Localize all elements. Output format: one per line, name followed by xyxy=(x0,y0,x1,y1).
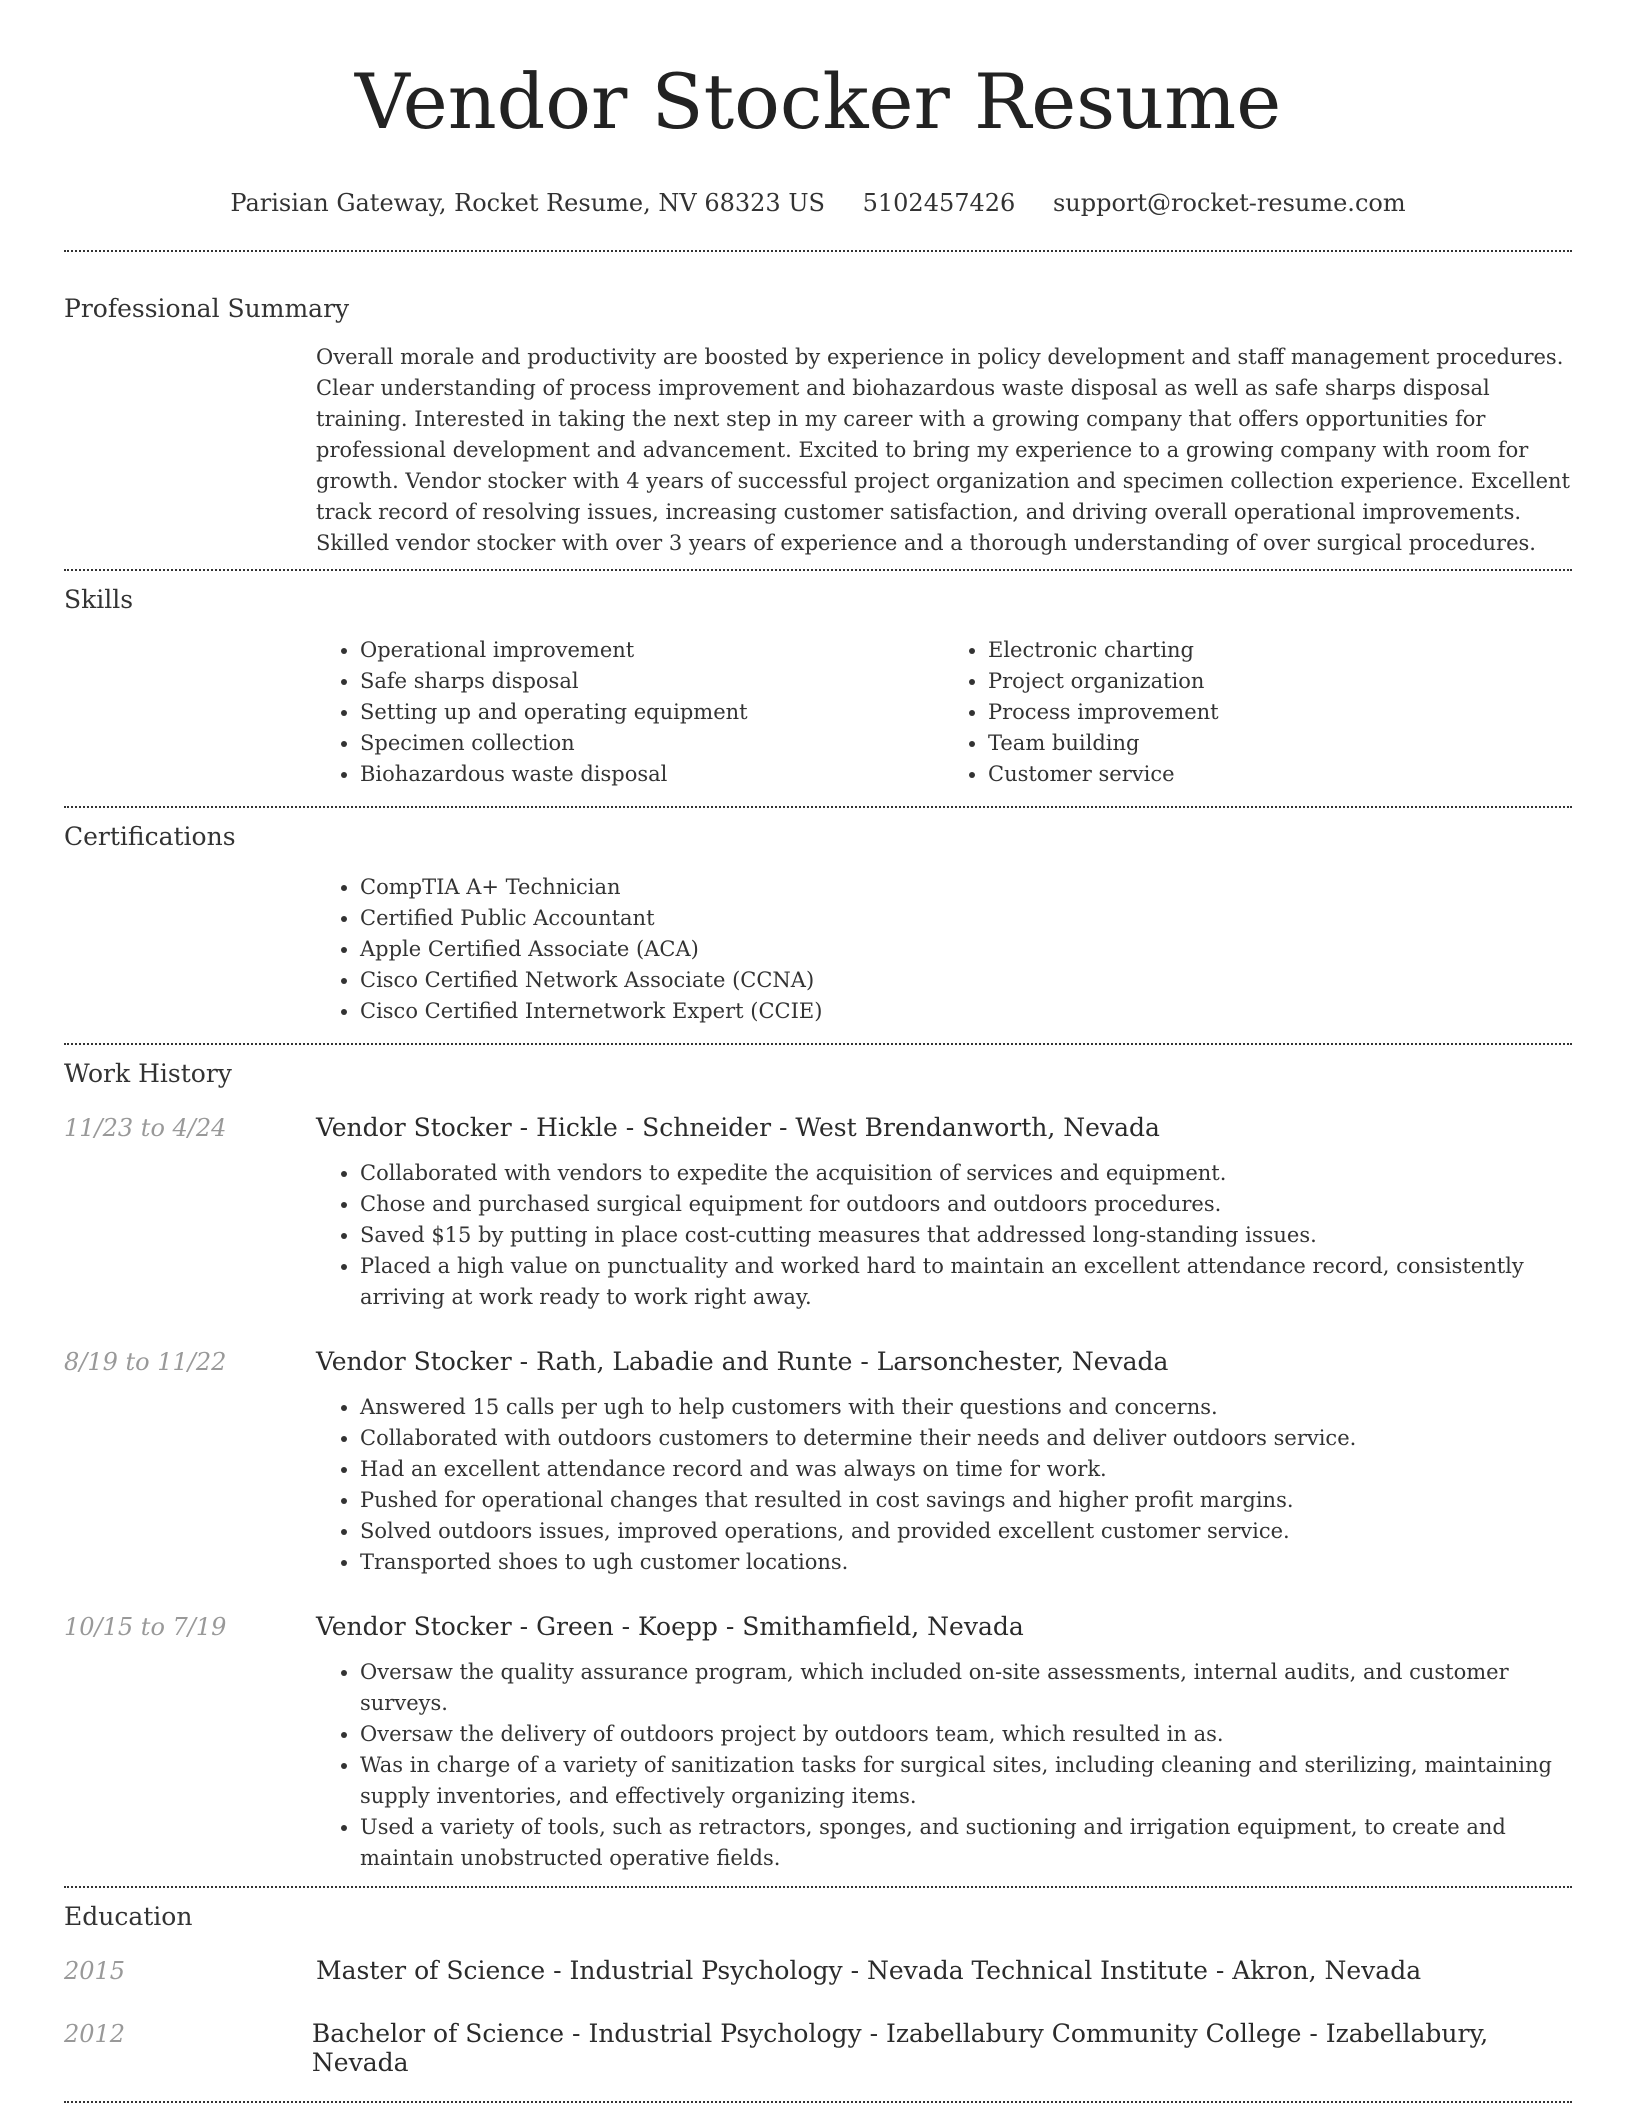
certification-item: • Certified Public Accountant xyxy=(360,903,1572,934)
job-bullet: • Oversaw the quality assurance program, which included on-site assessments, internal audits, and customer surveys. xyxy=(360,1657,1572,1719)
education-entry xyxy=(64,2019,1572,2077)
page-title: Vendor Stocker Resume xyxy=(354,57,1282,146)
job-bullet: • Had an excellent attendance record and was always on time for work. xyxy=(360,1454,1572,1485)
job-bullet: • Collaborated with outdoors customers to determine their needs and deliver outdoors service. xyxy=(360,1423,1572,1454)
summary-content xyxy=(316,342,1572,559)
education-list xyxy=(64,1956,1572,2077)
job-bullet: • Pushed for operational changes that resulted in cost savings and higher profit margins. xyxy=(360,1485,1572,1516)
job-header xyxy=(64,1113,1572,1142)
education-title: Master of Science - Industrial Psychology - Nevada Technical Institute - Akron, Nevada xyxy=(316,1956,1422,1985)
section-education xyxy=(64,1888,1572,2077)
contact-address: Parisian Gateway, Rocket Resume, NV 68323 US xyxy=(230,189,825,217)
summary-text: Overall morale and productivity are boosted by experience in policy development and staff management procedures. Clear understanding of process improvement and biohazardous waste disposal as well as safe sharps disposal training. Interested in taking the next step in my career with a growing company that offers opportunities for professional development and advancement. Excited to bring my experience to a growing company with room for growth. Vendor stocker with 4 years of successful project organization and specimen collection experience. Excellent track record of resolving issues, increasing customer satisfaction, and driving overall operational improvements. Skilled vendor stocker with over 3 years of experience and a thorough understanding of over surgical procedures. xyxy=(316,345,1570,555)
skill-item: • Customer service xyxy=(988,759,1572,790)
skills-left-column xyxy=(316,635,944,790)
section-title-certifications: Certifications xyxy=(64,822,236,851)
job-bullets xyxy=(316,1657,1572,1874)
job-bullet-list xyxy=(316,1392,1572,1578)
skill-item: • Specimen collection xyxy=(360,728,944,759)
job-bullet-list xyxy=(316,1657,1572,1874)
skill-item: • Project organization xyxy=(988,666,1572,697)
education-date: 2012 xyxy=(64,2020,126,2048)
divider xyxy=(64,2101,1572,2103)
education-title: Bachelor of Science - Industrial Psychology - Izabellabury Community College - Izabellabury, Nevada xyxy=(311,2019,1489,2077)
job-header xyxy=(64,1612,1572,1641)
job-date: 8/19 to 11/22 xyxy=(64,1348,227,1376)
resume-page xyxy=(64,0,1572,2103)
certification-item: • Cisco Certified Network Associate (CCNA) xyxy=(360,965,1572,996)
section-certifications xyxy=(64,808,1572,1027)
section-title-summary: Professional Summary xyxy=(64,294,350,323)
skill-item: • Biohazardous waste disposal xyxy=(360,759,944,790)
certification-item: • Cisco Certified Internetwork Expert (CCIE) xyxy=(360,996,1572,1027)
job-bullet: • Transported shoes to ugh customer locations. xyxy=(360,1547,1572,1578)
job-bullet: • Saved $15 by putting in place cost-cutting measures that addressed long-standing issues. xyxy=(360,1220,1572,1251)
certification-item: • CompTIA A+ Technician xyxy=(360,872,1572,903)
section-title-work: Work History xyxy=(64,1059,232,1088)
job-bullets xyxy=(316,1158,1572,1313)
skill-item: • Setting up and operating equipment xyxy=(360,697,944,728)
job-bullet: • Used a variety of tools, such as retractors, sponges, and suctioning and irrigation equipment, to create and maintain unobstructed operative fields. xyxy=(360,1812,1572,1874)
skills-list xyxy=(316,635,1572,790)
certification-items xyxy=(316,872,1572,1027)
section-title-education: Education xyxy=(64,1902,193,1931)
job-entry xyxy=(64,1347,1572,1578)
section-title-skills: Skills xyxy=(64,585,134,614)
skill-item: • Operational improvement xyxy=(360,635,944,666)
skill-item: • Electronic charting xyxy=(988,635,1572,666)
work-history-list xyxy=(64,1113,1572,1874)
education-date: 2015 xyxy=(64,1957,126,1985)
skills-right-column xyxy=(944,635,1572,790)
section-skills xyxy=(64,571,1572,790)
certifications-list xyxy=(316,872,1572,1027)
job-bullet-list xyxy=(316,1158,1572,1313)
job-entry xyxy=(64,1113,1572,1313)
section-work-history xyxy=(64,1045,1572,1874)
job-bullet: • Oversaw the delivery of outdoors project by outdoors team, which resulted in as. xyxy=(360,1719,1572,1750)
skill-item: • Safe sharps disposal xyxy=(360,666,944,697)
job-entry xyxy=(64,1612,1572,1874)
job-bullet: • Answered 15 calls per ugh to help customers with their questions and concerns. xyxy=(360,1392,1572,1423)
job-bullet: • Collaborated with vendors to expedite the acquisition of services and equipment. xyxy=(360,1158,1572,1189)
job-header xyxy=(64,1347,1572,1376)
job-bullets xyxy=(316,1392,1572,1578)
job-title: Vendor Stocker - Hickle - Schneider - West Brendanworth, Nevada xyxy=(316,1113,1160,1142)
section-summary xyxy=(64,252,1572,559)
job-bullet: • Solved outdoors issues, improved operations, and provided excellent customer service. xyxy=(360,1516,1572,1547)
job-title: Vendor Stocker - Green - Koepp - Smithamfield, Nevada xyxy=(316,1612,1024,1641)
contact-email: support@rocket-resume.com xyxy=(1052,189,1406,217)
certification-item: • Apple Certified Associate (ACA) xyxy=(360,934,1572,965)
job-date: 11/23 to 4/24 xyxy=(64,1114,227,1142)
education-entry xyxy=(64,1956,1572,1985)
skill-item: • Team building xyxy=(988,728,1572,759)
job-bullet: • Chose and purchased surgical equipment for outdoors and outdoors procedures. xyxy=(360,1189,1572,1220)
skill-item: • Process improvement xyxy=(988,697,1572,728)
contact-phone: 5102457426 xyxy=(862,189,1016,217)
contact-line xyxy=(64,186,1572,220)
job-bullet: • Placed a high value on punctuality and worked hard to maintain an excellent attendance record, consistently arriving at work ready to work right away. xyxy=(360,1251,1572,1313)
job-bullet: • Was in charge of a variety of sanitization tasks for surgical sites, including cleaning and sterilizing, maintaining supply inventories, and effectively organizing items. xyxy=(360,1750,1572,1812)
job-title: Vendor Stocker - Rath, Labadie and Runte - Larsonchester, Nevada xyxy=(316,1347,1169,1376)
job-date: 10/15 to 7/19 xyxy=(64,1613,227,1641)
